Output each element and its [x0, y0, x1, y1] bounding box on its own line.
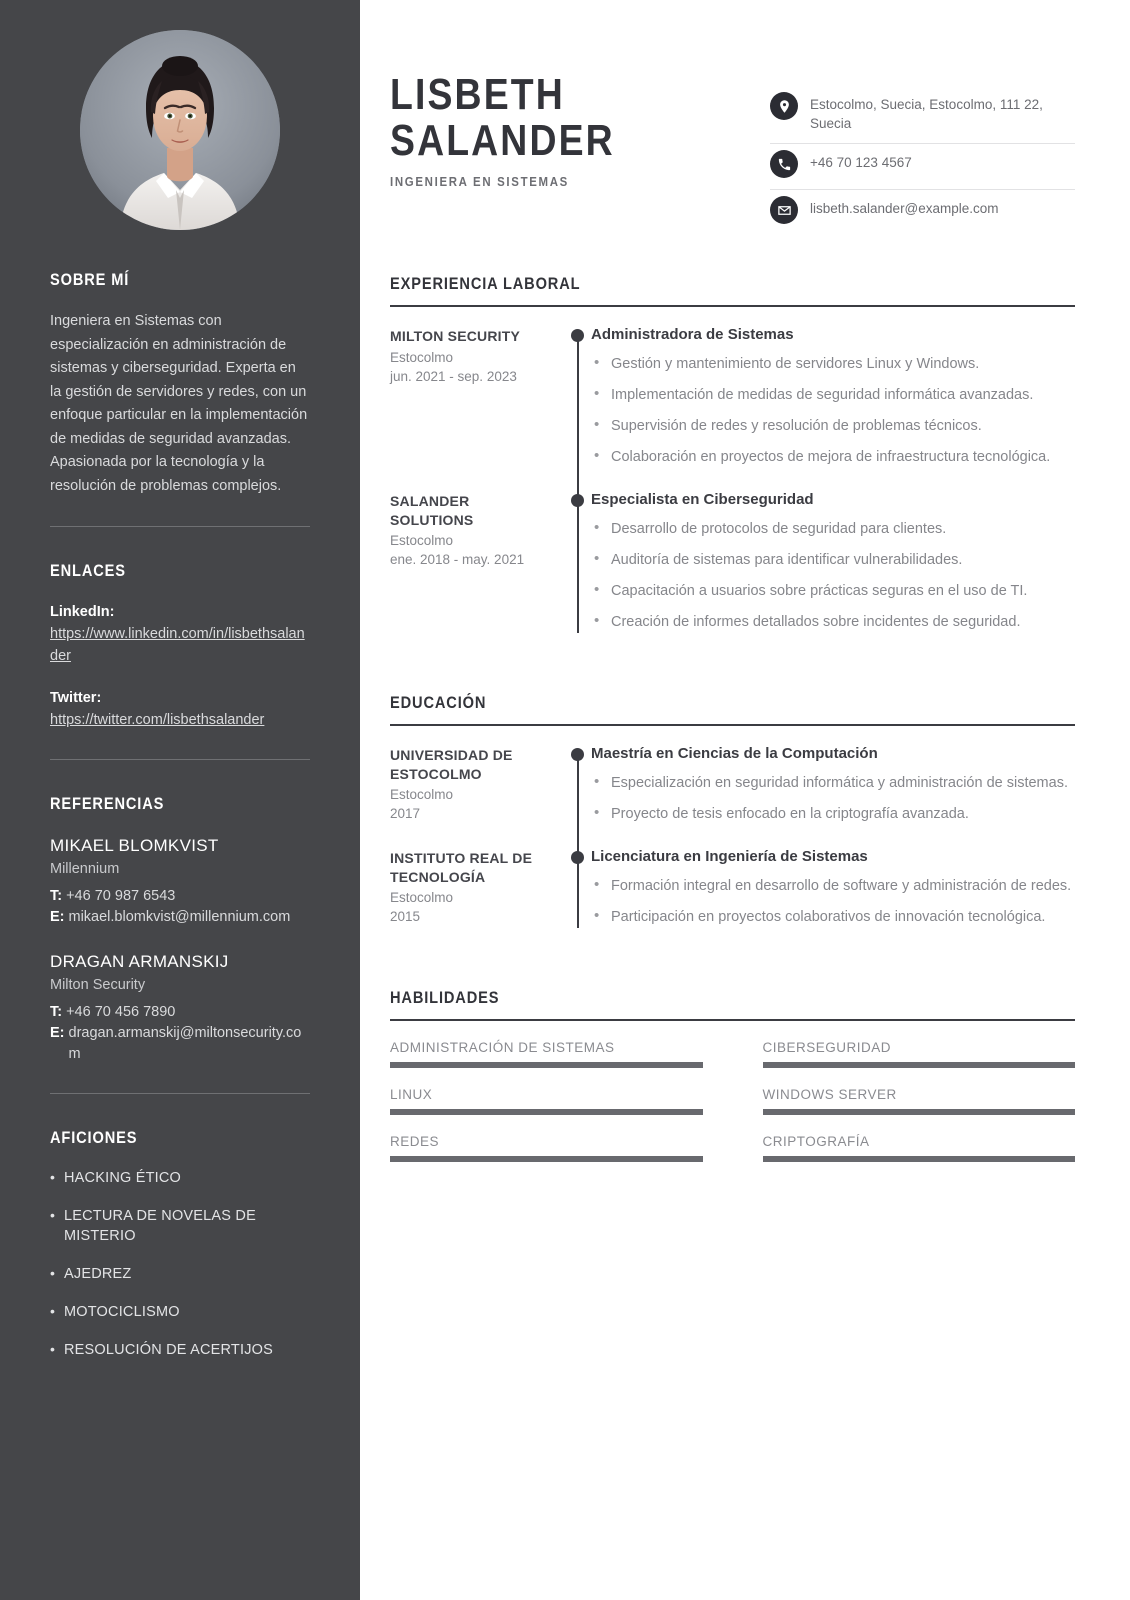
reference-name: DRAGAN ARMANSKIJ: [50, 952, 229, 971]
reference-name: MIKAEL BLOMKVIST: [50, 836, 219, 855]
timeline-dot-icon: [571, 329, 584, 342]
list-item: • RESOLUCIÓN DE ACERTIJOS: [50, 1340, 310, 1360]
education-entry: [390, 744, 1075, 847]
skill-bar-fill: [763, 1109, 1076, 1115]
list-item: • LECTURA DE NOVELAS DE MISTERIO: [50, 1206, 310, 1246]
phone-icon: [770, 150, 798, 178]
page-title: LISBETH: [390, 70, 565, 119]
entry-body: [591, 744, 1075, 835]
skill-item: [390, 1086, 703, 1115]
divider: [50, 759, 310, 760]
experience-heading: EXPERIENCIA LABORAL: [390, 274, 581, 293]
references-heading: REFERENCIAS: [50, 794, 165, 813]
entry-location: Estocolmo: [390, 533, 454, 548]
skill-label: CRIPTOGRAFÍA: [762, 1134, 870, 1149]
entry-title: Licenciatura en Ingeniería de Sistemas: [591, 848, 868, 865]
about-text: Ingeniera en Sistemas con especialización en administración de sistemas y ciberseguridad. Experta en la gestión de servidores y redes, con un enfoque particular en la implementación de medidas de seguridad avanzadas. Apasionada por la tecnología y la resolución de problemas complejos.: [50, 313, 308, 494]
contact-row-address: [770, 86, 1075, 144]
entry-bullets: [591, 876, 1075, 927]
timeline-line: [577, 857, 579, 928]
timeline: [565, 744, 591, 835]
list-item: • Formación integral en desarrollo de software y administración de redes.: [591, 876, 1075, 896]
hobbies-section: [50, 1128, 310, 1360]
contact-address: Estocolmo, Suecia, Estocolmo, 111 22, Suecia: [810, 97, 1043, 131]
hobbies-list: [50, 1168, 310, 1360]
skill-label: WINDOWS SERVER: [762, 1087, 897, 1102]
skill-label: CIBERSEGURIDAD: [762, 1040, 892, 1055]
timeline-dot-icon: [571, 851, 584, 864]
entry-bullets: [591, 773, 1075, 824]
link-item: [50, 687, 310, 731]
entry-org: SALANDER SOLUTIONS: [390, 493, 474, 528]
hobbies-heading: AFICIONES: [50, 1128, 138, 1147]
entry-meta: [390, 847, 565, 938]
skill-bar-track: [763, 1062, 1076, 1068]
skill-bar-fill: [390, 1109, 703, 1115]
reference-phone-label: T:: [50, 888, 63, 904]
about-section: [50, 270, 310, 498]
skill-item: [763, 1133, 1076, 1162]
list-item: • HACKING ÉTICO: [50, 1168, 310, 1188]
reference-email-row: [50, 1023, 310, 1065]
skill-bar-track: [390, 1156, 703, 1162]
entry-meta: [390, 325, 565, 478]
reference-phone: +46 70 987 6543: [66, 888, 176, 904]
divider: [50, 526, 310, 527]
skill-bar-fill: [763, 1062, 1076, 1068]
divider: [50, 1093, 310, 1094]
entry-meta: [390, 744, 565, 835]
list-item: • Supervisión de redes y resolución de problemas técnicos.: [591, 416, 1075, 436]
skills-heading: HABILIDADES: [390, 988, 500, 1007]
list-item: • Especialización en seguridad informática y administración de sistemas.: [591, 773, 1075, 793]
timeline-dot-icon: [571, 494, 584, 507]
contact-email: lisbeth.salander@example.com: [810, 201, 999, 216]
list-item: • Colaboración en proyectos de mejora de infraestructura tecnológica.: [591, 447, 1075, 467]
entry-dates: jun. 2021 - sep. 2023: [390, 368, 517, 384]
avatar-photo-icon: [80, 30, 280, 230]
skill-bar-track: [763, 1156, 1076, 1162]
link-label: Twitter:: [50, 690, 102, 706]
reference-org: Millennium: [50, 861, 120, 877]
contact-row-phone: [770, 144, 1075, 190]
entry-bullets: [591, 354, 1075, 467]
skill-bar-track: [390, 1062, 703, 1068]
list-item: • AJEDREZ: [50, 1264, 310, 1284]
avatar-container: [0, 0, 360, 236]
job-role: INGENIERA EN SISTEMAS: [390, 174, 569, 189]
entry-dates: 2015: [390, 909, 421, 924]
timeline: [565, 325, 591, 478]
list-item: • Desarrollo de protocolos de seguridad para clientes.: [591, 519, 1075, 539]
header: [390, 0, 1075, 236]
contact-phone: +46 70 123 4567: [810, 155, 912, 170]
skill-bar-track: [390, 1109, 703, 1115]
reference-phone-label: T:: [50, 1004, 63, 1020]
entry-location: Estocolmo: [390, 787, 454, 802]
skill-item: [763, 1039, 1076, 1068]
list-item: • Implementación de medidas de seguridad informática avanzadas.: [591, 385, 1075, 405]
sidebar: [0, 0, 360, 1600]
skill-bar-fill: [390, 1156, 703, 1162]
link-label: LinkedIn:: [50, 604, 115, 620]
timeline-line: [577, 754, 579, 853]
skill-item: [763, 1086, 1076, 1115]
list-item: • Auditoría de sistemas para identificar vulnerabilidades.: [591, 550, 1075, 570]
divider: [390, 305, 1075, 307]
divider: [390, 724, 1075, 726]
page-title-surname: SALANDER: [390, 116, 615, 165]
references-section: [50, 794, 310, 1065]
list-item: • Proyecto de tesis enfocado en la criptografía avanzada.: [591, 804, 1075, 824]
timeline-line: [577, 335, 579, 496]
link-url[interactable]: https://www.linkedin.com/in/lisbethsalander: [50, 626, 305, 664]
contact-list: [770, 72, 1075, 236]
avatar: [80, 30, 280, 230]
reference-org: Milton Security: [50, 977, 146, 993]
entry-body: [591, 847, 1075, 938]
education-section: [390, 693, 1075, 950]
reference-email-label: E:: [50, 1025, 65, 1041]
entry-location: Estocolmo: [390, 890, 454, 905]
entry-body: [591, 325, 1075, 478]
education-heading: EDUCACIÓN: [390, 693, 487, 712]
entry-meta: [390, 490, 565, 643]
skill-label: REDES: [390, 1134, 440, 1149]
timeline-dot-icon: [571, 748, 584, 761]
list-item: • Gestión y mantenimiento de servidores Linux y Windows.: [591, 354, 1075, 374]
reference-email: dragan.armanskij@miltonsecurity.com: [68, 1025, 302, 1062]
experience-entry: [390, 325, 1075, 490]
skill-label: ADMINISTRACIÓN DE SISTEMAS: [390, 1040, 615, 1055]
entry-org: INSTITUTO REAL DE TECNOLOGÍA: [390, 850, 533, 885]
skill-bar-track: [763, 1109, 1076, 1115]
links-section: [50, 561, 310, 731]
entry-body: [591, 490, 1075, 643]
location-pin-icon: [770, 92, 798, 120]
reference-email-label: E:: [50, 909, 65, 925]
reference-phone: +46 70 456 7890: [66, 1004, 176, 1020]
skill-bar-fill: [763, 1156, 1076, 1162]
links-heading: ENLACES: [50, 561, 126, 580]
entry-location: Estocolmo: [390, 349, 454, 365]
timeline-line: [577, 500, 579, 633]
entry-bullets: [591, 519, 1075, 632]
contact-row-email: [770, 190, 1075, 236]
education-entry: [390, 847, 1075, 950]
divider: [390, 1019, 1075, 1021]
entry-title: Especialista en Ciberseguridad: [591, 491, 814, 508]
skill-label: LINUX: [390, 1087, 433, 1102]
skill-bar-fill: [390, 1062, 703, 1068]
entry-org: UNIVERSIDAD DE ESTOCOLMO: [390, 747, 513, 782]
reference-phone-row: [50, 886, 310, 907]
reference-email: mikael.blomkvist@millennium.com: [68, 909, 291, 925]
identity-block: [390, 72, 770, 189]
skills-section: [390, 988, 1075, 1162]
timeline: [565, 847, 591, 938]
list-item: • Capacitación a usuarios sobre prácticas seguras en el uso de TI.: [591, 581, 1075, 601]
main-content: [360, 0, 1130, 1600]
about-heading: SOBRE MÍ: [50, 270, 130, 289]
entry-dates: 2017: [390, 806, 421, 821]
experience-entry: [390, 490, 1075, 655]
reference-email-row: [50, 907, 310, 928]
skills-grid: [390, 1039, 1075, 1162]
entry-dates: ene. 2018 - may. 2021: [390, 552, 525, 567]
skill-item: [390, 1133, 703, 1162]
reference-item: [50, 834, 310, 928]
reference-phone-row: [50, 1002, 310, 1023]
list-item: • Participación en proyectos colaborativos de innovación tecnológica.: [591, 907, 1075, 927]
reference-item: [50, 950, 310, 1065]
list-item: • Creación de informes detallados sobre incidentes de seguridad.: [591, 612, 1075, 632]
link-item: [50, 601, 310, 667]
link-url[interactable]: https://twitter.com/lisbethsalander: [50, 712, 265, 728]
entry-org: MILTON SECURITY: [390, 328, 521, 344]
list-item: • MOTOCICLISMO: [50, 1302, 310, 1322]
entry-title: Administradora de Sistemas: [591, 326, 794, 343]
timeline: [565, 490, 591, 643]
envelope-icon: [770, 196, 798, 224]
entry-title: Maestría en Ciencias de la Computación: [591, 745, 878, 762]
skill-item: [390, 1039, 703, 1068]
experience-section: [390, 274, 1075, 655]
